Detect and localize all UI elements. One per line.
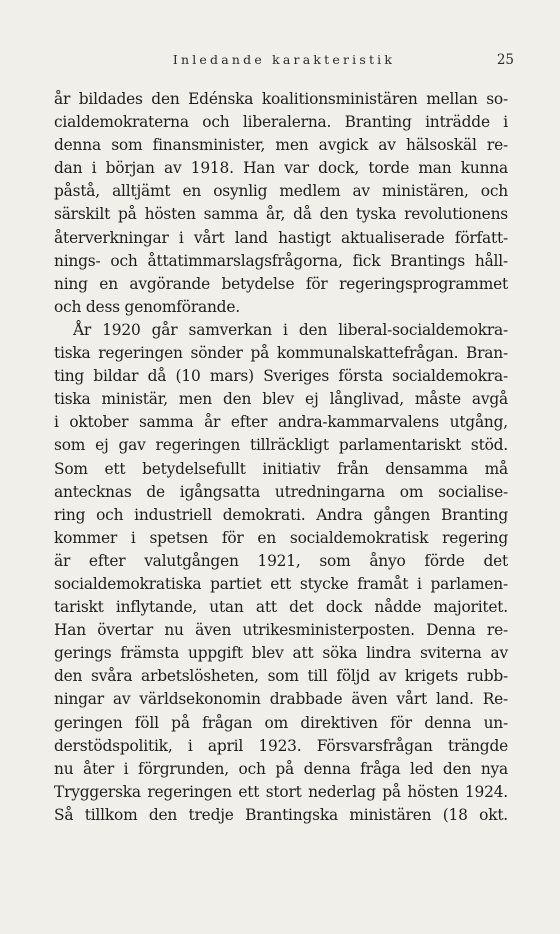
text-line: särskilt på hösten samma år, då den tyska revolutionens: [54, 205, 508, 224]
text-line: Han övertar nu även utrikesministerposten. Denna re-: [54, 621, 508, 640]
text-line: geringen föll på frågan om direktiven för denna un-: [54, 713, 508, 732]
text-line: tiska regeringen sönder på kommunalskattefrågan. Bran-: [54, 344, 508, 363]
text-line: som ej gav regeringen tillräckligt parlamentariskt stöd.: [54, 436, 508, 455]
text-line: antecknas de igångsatta utredningarna om socialise-: [54, 482, 508, 501]
text-line: denna som finansminister, men avgick av hälsoskäl re-: [54, 136, 508, 155]
text-line: ning en avgörande betydelse för regeringsprogrammet: [54, 274, 508, 293]
text-line: påstå, alltjämt en osynlig medlem av ministären, och: [54, 182, 508, 201]
text-line: tariskt inflytande, utan att det dock nådde majoritet.: [54, 598, 508, 617]
text-line: ningar av världsekonomin drabbade även vårt land. Re-: [54, 690, 508, 709]
text-line: dan i början av 1918. Han var dock, torde man kunna: [54, 159, 508, 178]
text-line: socialdemokratiska partiet ett stycke framåt i parlamen-: [54, 574, 508, 593]
paragraph-end-line: och dess genomförande.: [54, 297, 240, 316]
text-line: cialdemokraterna och liberalerna. Branting inträdde i: [54, 113, 508, 132]
text-line: är efter valutgången 1921, som ånyo förde det: [54, 551, 508, 570]
text-line: ting bildar då (10 mars) Sveriges första socialdemokra-: [54, 367, 508, 386]
paragraph-start-line: År 1920 går samverkan i den liberal-socialdemokra-: [73, 320, 508, 339]
text-line: ring och industriell demokrati. Andra gången Branting: [54, 505, 508, 524]
page-header: [54, 52, 514, 72]
text-line: år bildades den Edénska koalitionsministären mellan so-: [54, 90, 508, 108]
text-line: derstödspolitik, i april 1923. Försvarsfrågan trängde: [54, 736, 508, 755]
text-line: nings- och åttatimmarslagsfrågorna, fick Brantings håll-: [54, 251, 508, 270]
text-line: Som ett betydelsefullt initiativ från densamma må: [54, 459, 508, 478]
body-text: [54, 88, 508, 827]
text-line: kommer i spetsen för en socialdemokratisk regering: [54, 528, 508, 547]
page-number: 25: [496, 52, 514, 68]
text-line: den svåra arbetslösheten, som till följd av krigets rubb-: [54, 667, 508, 686]
text-line: nu åter i förgrunden, och på denna fråga led den nya: [54, 759, 508, 778]
running-head: Inledande karakteristik: [172, 52, 396, 67]
text-line: återverkningar i vårt land hastigt aktualiserade författ-: [54, 228, 508, 247]
text-line: gerings främsta uppgift blev att söka lindra sviterna av: [54, 644, 508, 663]
text-line: i oktober samma år efter andra-kammarvalens utgång,: [54, 413, 508, 432]
text-line: Tryggerska regeringen ett stort nederlag på hösten 1924.: [54, 782, 508, 801]
text-line: Så tillkom den tredje Brantingska ministären (18 okt.: [54, 805, 508, 824]
text-line: tiska ministär, men den blev ej långlivad, måste avgå: [54, 390, 508, 409]
